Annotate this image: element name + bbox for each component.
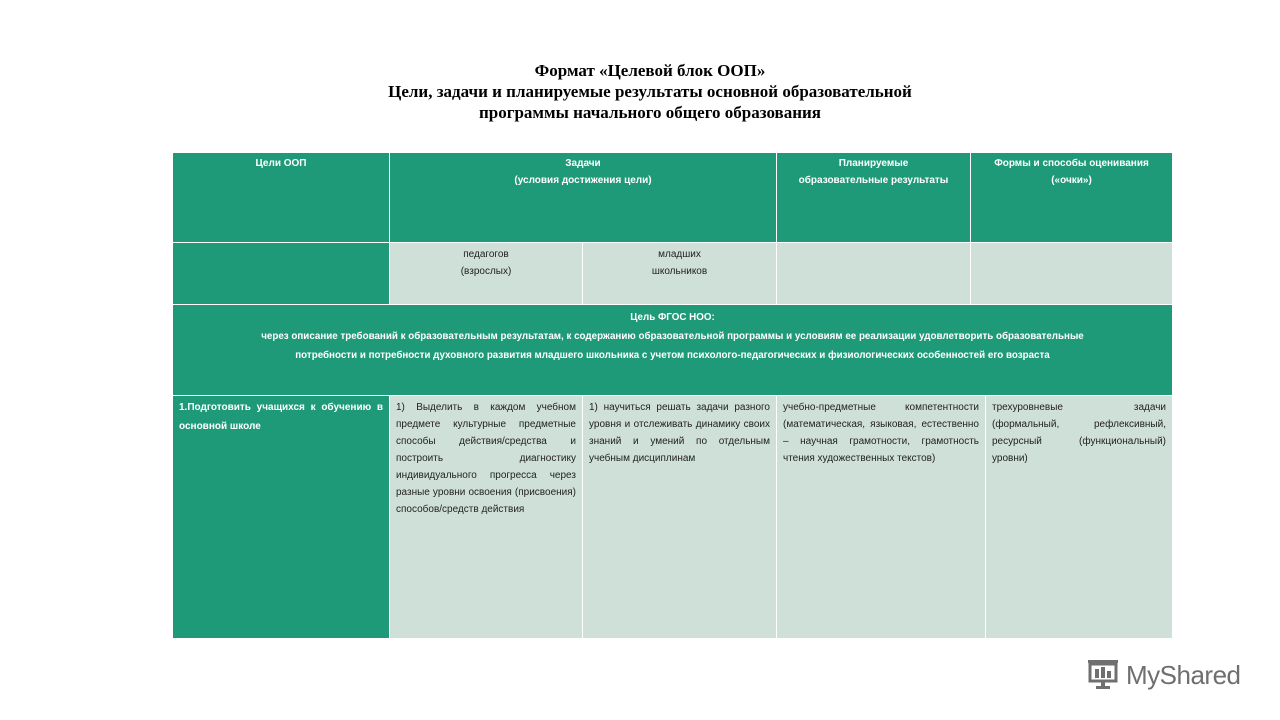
row1-results: учебно-предметные компетентности (математическая, языковая, естественно – научная грамотности, грамотность чтения художественных текстов) — [777, 396, 985, 638]
header-assessment: Формы и способы оценивания («очки») — [971, 153, 1172, 242]
myshared-logo — [1086, 656, 1241, 694]
logo-text: MyShared — [1126, 659, 1241, 690]
subheader-empty-goal — [173, 243, 389, 304]
subheader-empty-results — [777, 243, 970, 304]
fgos-goal-text-2: потребности и потребности духовного развития младшего школьника с учетом психолого-педагогических и физиологических особенностей его возраста — [295, 350, 1050, 361]
fgos-goal-label: Цель ФГОС НОО: — [630, 312, 715, 323]
presentation-icon — [1086, 657, 1120, 693]
header-goals: Цели ООП — [173, 153, 389, 242]
header-results: Планируемые образовательные результаты — [777, 153, 970, 242]
title-line-1: Формат «Целевой блок ООП» — [534, 61, 766, 80]
title-line-2: Цели, задачи и планируемые результаты основной образовательной — [388, 82, 912, 101]
subheader-students: младших школьников — [583, 243, 776, 304]
row1-assessment: трехуровневые задачи (формальный, рефлексивный, ресурсный (функциональный) уровни) — [986, 396, 1172, 638]
row1-goal: 1.Подготовить учащихся к обучению в основной школе — [173, 396, 389, 638]
subheader-empty-assessment — [971, 243, 1172, 304]
fgos-goal-row — [173, 305, 1172, 395]
subheader-teachers: педагогов (взрослых) — [390, 243, 582, 304]
row1-teacher-task: 1) Выделить в каждом учебном предмете культурные предметные способы действия/средства и построить диагностику индивидуального прогресса через разные уровни освоения (присвоения) способов/средств действия — [390, 396, 582, 638]
fgos-goal-text-1: через описание требований к образовательным результатам, к содержанию образовательной программы и условиям ее реализации удовлетворить образовательные — [261, 331, 1084, 342]
page-title — [300, 60, 1000, 123]
header-tasks: Задачи (условия достижения цели) — [390, 153, 776, 242]
row1-student-task: 1) научиться решать задачи разного уровня и отслеживать динамику своих знаний и умений по отдельным учебным дисциплинам — [583, 396, 776, 638]
title-line-3: программы начального общего образования — [478, 103, 821, 122]
